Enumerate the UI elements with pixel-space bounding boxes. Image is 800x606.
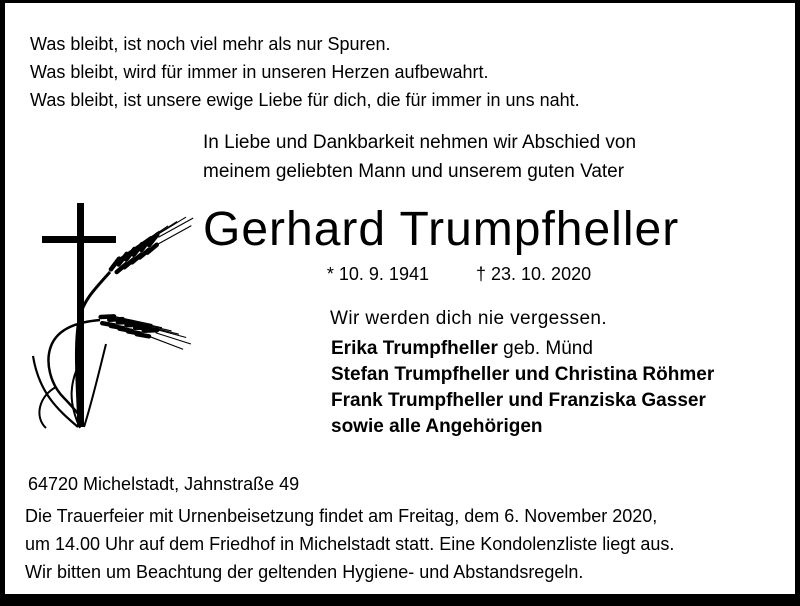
birth-date: * 10. 9. 1941 (326, 264, 429, 284)
mourner-line (331, 388, 714, 414)
mourner-name: Stefan Trumpfheller und Christina Röhmer (331, 364, 715, 385)
mourner-name: Erika Trumpfheller (331, 338, 498, 359)
funeral-info (25, 502, 674, 586)
mourner-suffix: geb. Münd (497, 338, 593, 359)
obituary-page (5, 3, 795, 594)
verse-line: Was bleibt, ist noch viel mehr als nur Spuren. (30, 34, 391, 54)
death-date: † 23. 10. 2020 (476, 264, 592, 284)
mourners-list (331, 336, 714, 440)
mourner-line (331, 414, 714, 440)
funeral-line: Die Trauerfeier mit Urnenbeisetzung findet am Freitag, dem 6. November 2020, (25, 506, 658, 526)
life-dates (203, 262, 715, 286)
intro-line: In Liebe und Dankbarkeit nehmen wir Abschied von (203, 132, 637, 153)
farewell-text: Wir werden dich nie vergessen. (330, 308, 608, 329)
mourner-name: sowie alle Angehörigen (331, 416, 543, 437)
funeral-line: um 14.00 Uhr auf dem Friedhof in Michelstadt statt. Eine Kondolenzliste liegt aus. (25, 534, 675, 554)
address-line: 64720 Michelstadt, Jahnstraße 49 (28, 474, 300, 494)
funeral-line: Wir bitten um Beachtung der geltenden Hygiene- und Abstandsregeln. (25, 562, 584, 582)
cross-wheat-icon (22, 196, 204, 442)
deceased-name: Gerhard Trumpfheller (203, 203, 680, 256)
mourner-line (331, 362, 714, 388)
verse-line: Was bleibt, ist unsere ewige Liebe für dich, die für immer in uns naht. (30, 90, 580, 110)
opening-verse (30, 30, 580, 114)
verse-line: Was bleibt, wird für immer in unseren Herzen aufbewahrt. (30, 62, 489, 82)
mourner-line (331, 336, 714, 362)
intro-text (203, 128, 636, 186)
intro-line: meinem geliebten Mann und unserem guten Vater (203, 161, 625, 182)
mourner-name: Frank Trumpfheller und Franziska Gasser (331, 390, 706, 411)
